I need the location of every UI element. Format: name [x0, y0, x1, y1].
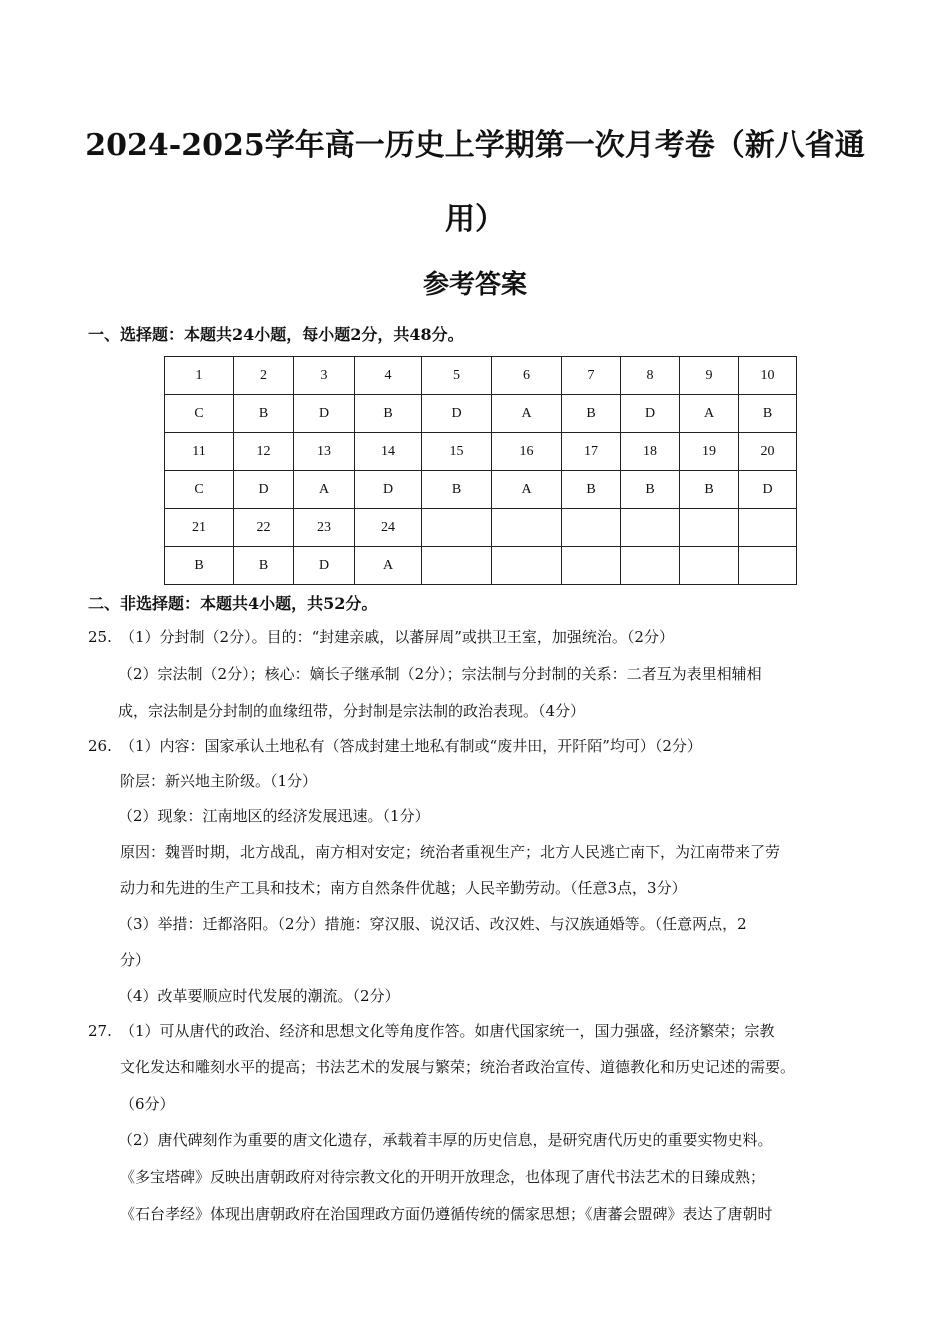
answer-table: [164, 356, 797, 585]
question-number: 25.: [88, 628, 112, 646]
table-cell: B: [621, 471, 680, 509]
table-row: [165, 509, 797, 547]
answer-line: 动力和先进的生产工具和技术；南方自然条件优越；人民辛勤劳动。（任意3点，3分）: [120, 879, 687, 897]
table-cell: D: [355, 471, 422, 509]
table-cell: B: [562, 395, 621, 433]
section-heading-nonchoice: 二、非选择题：本题共4小题，共52分。: [88, 594, 378, 613]
table-cell: 13: [294, 433, 355, 471]
table-cell: B: [234, 547, 294, 585]
table-cell: B: [680, 471, 739, 509]
table-cell: [422, 509, 492, 547]
table-cell: [562, 509, 621, 547]
answer-line: （4）改革要顺应时代发展的潮流。（2分）: [118, 987, 400, 1005]
answer-line: 《多宝塔碑》反映出唐朝政府对待宗教文化的开明开放理念，也体现了唐代书法艺术的日臻成熟；: [120, 1168, 766, 1186]
table-cell: 12: [234, 433, 294, 471]
answer-line: （6分）: [120, 1095, 175, 1113]
table-cell: 16: [492, 433, 562, 471]
table-cell: C: [165, 471, 234, 509]
table-row: [165, 395, 797, 433]
table-cell: B: [422, 471, 492, 509]
section-heading-choice: 一、选择题：本题共24小题，每小题2分，共48分。: [88, 325, 464, 344]
table-cell: D: [739, 471, 797, 509]
table-cell: 23: [294, 509, 355, 547]
table-cell: D: [621, 395, 680, 433]
question-number: 26.: [88, 737, 112, 755]
table-row: [165, 471, 797, 509]
table-cell: 4: [355, 357, 422, 395]
answer-line: （1）可从唐代的政治、经济和思想文化等角度作答。如唐代国家统一，国力强盛，经济繁荣；宗教: [120, 1022, 775, 1040]
table-row: [165, 433, 797, 471]
table-cell: [492, 509, 562, 547]
table-cell: B: [355, 395, 422, 433]
table-cell: 14: [355, 433, 422, 471]
table-cell: 2: [234, 357, 294, 395]
table-cell: [422, 547, 492, 585]
answer-line: 《石台孝经》体现出唐朝政府在治国理政方面仍遵循传统的儒家思想；《唐蕃会盟碑》表达了唐朝时: [120, 1205, 773, 1223]
table-cell: 1: [165, 357, 234, 395]
table-cell: 17: [562, 433, 621, 471]
answer-line: （1）分封制（2分）。目的：“封建亲戚，以蕃屏周”或拱卫王室，加强统治。（2分）: [120, 628, 674, 646]
table-cell: B: [234, 395, 294, 433]
answer-line: （1）内容：国家承认土地私有（答成封建土地私有制或“废井田，开阡陌”均可）（2分）: [120, 737, 702, 755]
table-cell: 9: [680, 357, 739, 395]
table-cell: 5: [422, 357, 492, 395]
table-cell: 24: [355, 509, 422, 547]
table-cell: [739, 547, 797, 585]
doc-title-line1: 2024-2025学年高一历史上学期第一次月考卷（新八省通: [85, 128, 865, 163]
table-cell: A: [492, 471, 562, 509]
doc-title-line2: 用）: [445, 202, 505, 237]
table-row: [165, 547, 797, 585]
table-cell: 18: [621, 433, 680, 471]
question-number: 27.: [88, 1022, 112, 1040]
answer-line: 分）: [120, 951, 151, 969]
table-cell: B: [739, 395, 797, 433]
answer-line: 文化发达和雕刻水平的提高；书法艺术的发展与繁荣；统治者政治宣传、道德教化和历史记述的需要。: [120, 1058, 796, 1076]
table-cell: 20: [739, 433, 797, 471]
table-cell: 21: [165, 509, 234, 547]
answer-line: （3）举措：迁都洛阳。（2分）措施：穿汉服、说汉话、改汉姓、与汉族通婚等。（任意两点，2: [118, 915, 747, 933]
table-cell: [562, 547, 621, 585]
table-cell: [621, 509, 680, 547]
table-cell: 11: [165, 433, 234, 471]
answer-line: 原因：魏晋时期，北方战乱，南方相对安定；统治者重视生产；北方人民逃亡南下，为江南带来了劳: [120, 843, 781, 861]
table-cell: D: [234, 471, 294, 509]
table-cell: A: [680, 395, 739, 433]
answer-line: （2）现象：江南地区的经济发展迅速。（1分）: [118, 807, 430, 825]
table-cell: [680, 547, 739, 585]
table-cell: A: [294, 471, 355, 509]
table-cell: 6: [492, 357, 562, 395]
table-cell: A: [355, 547, 422, 585]
table-cell: [621, 547, 680, 585]
table-cell: 7: [562, 357, 621, 395]
table-cell: 19: [680, 433, 739, 471]
answer-line: 成，宗法制是分封制的血缘纽带，分封制是宗法制的政治表现。（4分）: [118, 702, 586, 720]
table-cell: 15: [422, 433, 492, 471]
table-cell: 22: [234, 509, 294, 547]
table-cell: 8: [621, 357, 680, 395]
table-cell: D: [294, 395, 355, 433]
table-row: [165, 357, 797, 395]
table-cell: 10: [739, 357, 797, 395]
table-cell: 3: [294, 357, 355, 395]
table-cell: D: [422, 395, 492, 433]
table-cell: [739, 509, 797, 547]
answer-line: 阶层：新兴地主阶级。（1分）: [120, 772, 318, 790]
table-cell: [680, 509, 739, 547]
table-cell: B: [165, 547, 234, 585]
table-cell: [492, 547, 562, 585]
table-cell: B: [562, 471, 621, 509]
table-cell: D: [294, 547, 355, 585]
table-cell: C: [165, 395, 234, 433]
doc-subtitle: 参考答案: [422, 270, 527, 300]
answer-line: （2）宗法制（2分）；核心：嫡长子继承制（2分）；宗法制与分封制的关系：二者互为表里相辅相: [118, 665, 762, 683]
answer-line: （2）唐代碑刻作为重要的唐文化遗存，承载着丰厚的历史信息，是研究唐代历史的重要实物史料。: [118, 1131, 773, 1149]
table-cell: A: [492, 395, 562, 433]
